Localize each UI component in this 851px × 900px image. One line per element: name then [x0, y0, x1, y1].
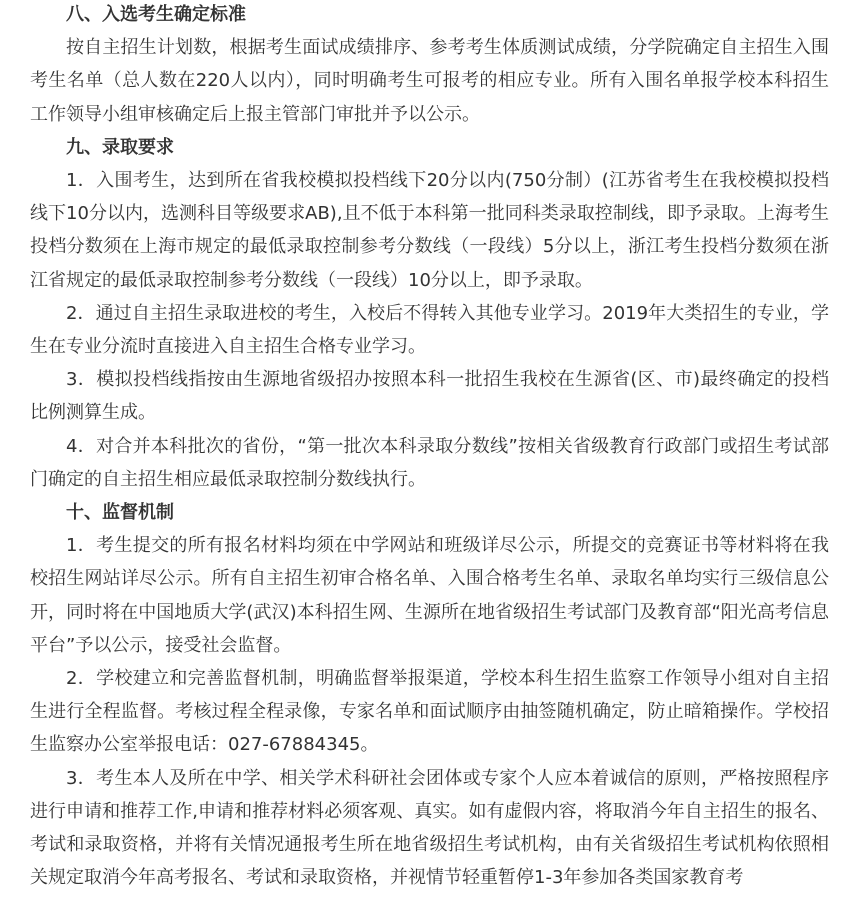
- section-10: [30, 496, 829, 894]
- paragraph: 3．模拟投档线指按由生源地省级招办按照本科一批招生我校在生源省(区、市)最终确定的投档比例测算生成。: [30, 369, 829, 424]
- section-8: [30, 0, 829, 131]
- paragraph: 2．通过自主招生录取进校的考生，入校后不得转入其他专业学习。2019年大类招生的专业，学生在专业分流时直接进入自主招生合格专业学习。: [30, 302, 829, 358]
- paragraph: 2．学校建立和完善监督机制，明确监督举报渠道，学校本科生招生监察工作领导小组对自主招生进行全程监督。考核过程全程录像，专家名单和面试顺序由抽签随机确定，防止暗箱操作。学校招生监察办公室举报电话：027-67884345。: [30, 668, 829, 756]
- section-9: [30, 131, 829, 496]
- section-heading: 九、录取要求: [66, 136, 174, 158]
- paragraph: 4．对合并本科批次的省份，“第一批次本科录取分数线”按相关省级教育行政部门或招生考试部门确定的自主招生相应最低录取控制分数线执行。: [30, 435, 829, 490]
- paragraph: 3．考生本人及所在中学、相关学术科研社会团体或专家个人应本着诚信的原则，严格按照程序进行申请和推荐工作,申请和推荐材料必须客观、真实。如有虚假内容，将取消今年自主招生的报名、考试和录取资格，并将有关情况通报考生所在地省级招生考试机构，由有关省级招生考试机构依照相关规定取消今年高考报名、考试和录取资格，并视情节轻重暂停1-3年参加各类国家教育考: [30, 767, 829, 889]
- section-heading: 八、入选考生确定标准: [66, 4, 246, 25]
- paragraph: 1．考生提交的所有报名材料均须在中学网站和班级详尽公示，所提交的竞赛证书等材料将在我校招生网站详尽公示。所有自主招生初审合格名单、入围合格考生名单、录取名单均实行三级信息公开，同时将在中国地质大学(武汉)本科招生网、生源所在地省级招生考试部门及教育部“阳光高考信息平台”予以公示，接受社会监督。: [30, 535, 829, 656]
- paragraph: 按自主招生计划数，根据考生面试成绩排序、参考考生体质测试成绩，分学院确定自主招生入围考生名单（总人数在220人以内），同时明确考生可报考的相应专业。所有入围名单报学校本科招生工作领导小组审核确定后上报主管部门审批并予以公示。: [30, 37, 829, 125]
- section-heading: 十、监督机制: [66, 502, 174, 524]
- paragraph: 1．入围考生，达到所在省我校模拟投档线下20分以内(750分制）(江苏省考生在我校模拟投档线下10分以内，选测科目等级要求AB),且不低于本科第一批同科类录取控制线，即予录取。上海考生投档分数须在上海市规定的最低录取控制参考分数线（一段线）5分以上，浙江考生投档分数须在浙江省规定的最低录取控制参考分数线（一段线）10分以上，即予录取。: [30, 170, 829, 291]
